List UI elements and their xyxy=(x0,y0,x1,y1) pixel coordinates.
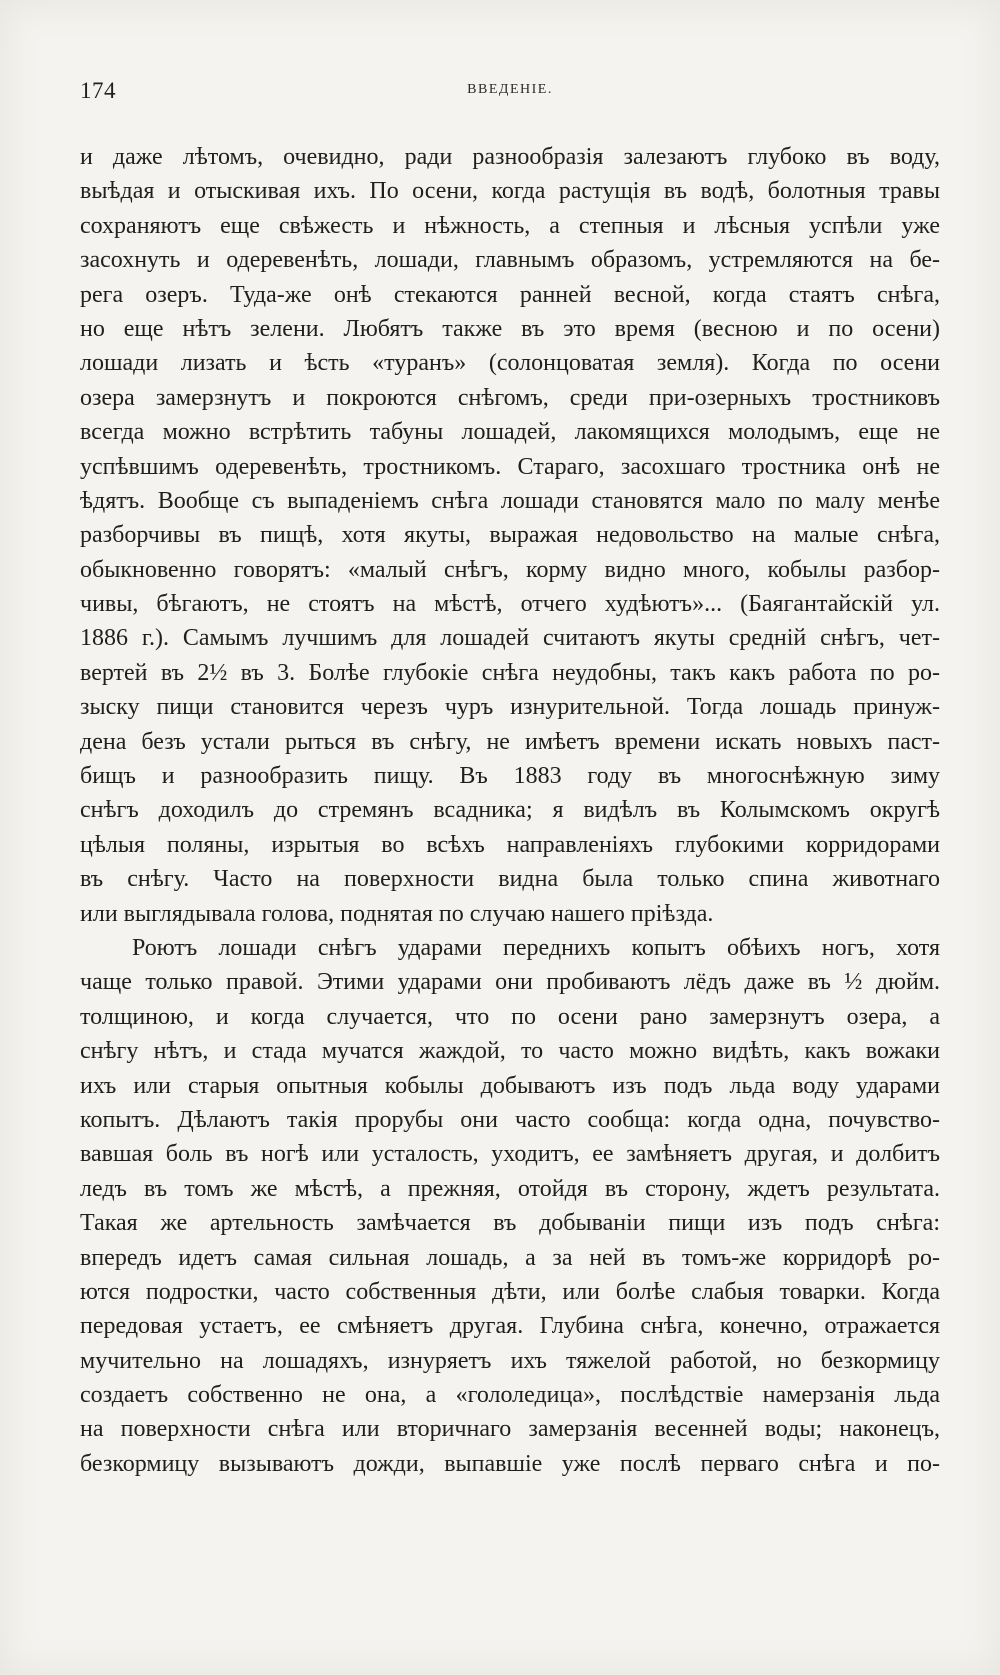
text-line: цѣлыя поляны, изрытыя во всѣхъ направленіяхъ глубокими корридорами xyxy=(80,831,940,858)
text-line: создаетъ собственно не она, а «гололедица», послѣдствіе намерзанія льда xyxy=(80,1382,940,1409)
body-text xyxy=(80,140,940,1481)
text-line: выѣдая и отыскивая ихъ. По осени, когда растущія въ водѣ, болотныя травы xyxy=(80,178,940,205)
text-line: обыкновенно говорятъ: «малый снѣгъ, корму видно много, кобылы разбор- xyxy=(80,556,940,583)
running-head: ВВЕДЕНІЕ. xyxy=(467,82,553,97)
text-line: разборчивы въ пищѣ, хотя якуты, выражая недовольство на малые снѣга, xyxy=(80,522,940,549)
paragraph-end-line: или выглядывала голова, поднятая по случаю нашего пріѣзда. xyxy=(80,900,714,927)
text-line: ѣдятъ. Вообще съ выпаденіемъ снѣга лошади становятся мало по малу менѣе xyxy=(80,487,940,514)
page-number: 174 xyxy=(80,78,116,103)
text-line: зыску пищи становится черезъ чуръ изнурительной. Тогда лошадь принуж- xyxy=(80,694,940,721)
page-header xyxy=(80,78,940,108)
text-line: толщиною, и когда случается, что по осени рано замерзнутъ озера, а xyxy=(80,1003,940,1030)
text-line: впередъ идетъ самая сильная лошадь, а за ней въ томъ-же корридорѣ ро- xyxy=(80,1244,940,1271)
text-line: озера замерзнутъ и покроются снѣгомъ, среди при-озерныхъ тростниковъ xyxy=(80,384,940,411)
paragraph-first-line: Роютъ лошади снѣгъ ударами переднихъ копытъ обѣихъ ногъ, хотя xyxy=(132,934,940,961)
text-line: на поверхности снѣга или вторичнаго замерзанія весенней воды; наконецъ, xyxy=(80,1416,940,1443)
text-line: ются подростки, часто собственныя дѣти, или болѣе слабыя товарки. Когда xyxy=(80,1278,940,1305)
text-line: всегда можно встрѣтить табуны лошадей, лакомящихся молодымъ, еще не xyxy=(80,419,940,446)
text-line: бищъ и разнообразить пищу. Въ 1883 году въ многоснѣжную зиму xyxy=(80,763,940,790)
text-line: успѣвшимъ одеревенѣть, тростникомъ. Стараго, засохшаго тростника онѣ не xyxy=(80,453,940,480)
text-line: вавшая боль въ ногѣ или усталость, уходитъ, ее замѣняетъ другая, и долбитъ xyxy=(80,1141,940,1168)
text-line: сохраняютъ еще свѣжесть и нѣжность, а степныя и лѣсныя успѣли уже xyxy=(80,212,940,239)
text-line: ледъ въ томъ же мѣстѣ, а прежняя, отойдя въ сторону, ждетъ результата. xyxy=(80,1175,940,1202)
text-line: рега озеръ. Туда-же онѣ стекаются ранней весной, когда стаятъ снѣга, xyxy=(80,281,940,308)
text-line: копытъ. Дѣлаютъ такія прорубы они часто сообща: когда одна, почувство- xyxy=(80,1106,940,1133)
text-line: снѣгъ доходилъ до стремянъ всадника; я видѣлъ въ Колымскомъ округѣ xyxy=(80,797,940,824)
text-line: передовая устаетъ, ее смѣняетъ другая. Глубина снѣга, конечно, отражается xyxy=(80,1313,940,1340)
text-line: чаще только правой. Этими ударами они пробиваютъ лёдъ даже въ ½ дюйм. xyxy=(80,969,940,996)
text-line: снѣгу нѣтъ, и стада мучатся жаждой, то часто можно видѣть, какъ вожаки xyxy=(80,1038,940,1065)
text-line: въ снѣгу. Часто на поверхности видна была только спина животнаго xyxy=(80,866,940,893)
text-line: и даже лѣтомъ, очевидно, ради разнообразія залезаютъ глубоко въ воду, xyxy=(80,144,940,170)
text-line: но еще нѣтъ зелени. Любятъ также въ это время (весною и по осени) xyxy=(80,315,940,342)
text-line: 1886 г.). Самымъ лучшимъ для лошадей считаютъ якуты средній снѣгъ, чет- xyxy=(80,625,940,652)
text-line: чивы, бѣгаютъ, не стоятъ на мѣстѣ, отчего худѣютъ»... (Баягантайскій ул. xyxy=(80,591,940,618)
text-line: ихъ или старыя опытныя кобылы добываютъ изъ подъ льда воду ударами xyxy=(80,1072,940,1099)
text-line: мучительно на лошадяхъ, изнуряетъ ихъ тяжелой работой, но безкормицу xyxy=(80,1347,940,1374)
text-line: вертей въ 2½ въ 3. Болѣе глубокіе снѣга неудобны, такъ какъ работа по ро- xyxy=(80,659,940,686)
text-line: лошади лизать и ѣсть «туранъ» (солонцоватая земля). Когда по осени xyxy=(80,350,940,377)
text-line: дена безъ устали рыться въ снѣгу, не имѣетъ времени искать новыхъ паст- xyxy=(80,728,940,755)
text-line: засохнуть и одеревенѣть, лошади, главнымъ образомъ, устремляются на бе- xyxy=(80,247,940,274)
text-line: Такая же артельность замѣчается въ добываніи пищи изъ подъ снѣга: xyxy=(80,1210,940,1237)
text-line: безкормицу вызываютъ дожди, выпавшіе уже послѣ перваго снѣга и по- xyxy=(80,1450,940,1477)
